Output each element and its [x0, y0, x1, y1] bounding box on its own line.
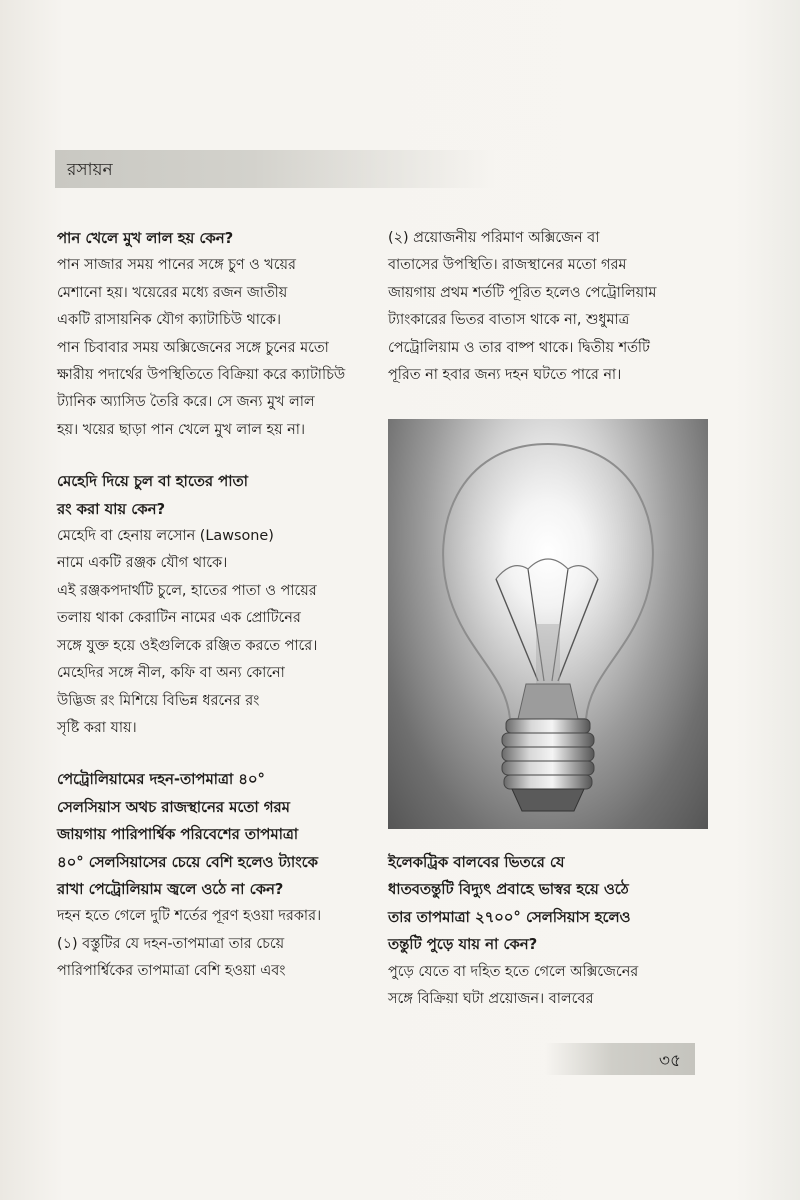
answer-line: তলায় থাকা কেরাটিন নামের এক প্রোটিনের	[57, 610, 301, 627]
answer-line: (২) প্রয়োজনীয় পরিমাণ অক্সিজেন বা	[388, 230, 600, 246]
question-title: পান খেলে মুখ লাল হয় কেন?	[57, 230, 234, 247]
answer-line: সঙ্গে যুক্ত হয়ে ওইগুলিকে রঞ্জিত করতে পারে।	[57, 637, 318, 654]
question-title	[388, 849, 713, 959]
section-title: রসায়ন	[67, 160, 113, 180]
answer-line: বাতাসের উপস্থিতি। রাজস্থানের মতো গরম	[388, 257, 627, 274]
page-footer	[545, 1043, 695, 1075]
answer-line: পান চিবাবার সময় অক্সিজেনের সঙ্গে চুনের মতো	[57, 339, 329, 356]
question-title-line: ধাতবতন্তুটি বিদ্যুৎ প্রবাহে ভাস্বর হয়ে ওঠে	[388, 881, 629, 899]
answer-line: পুড়ে যেতে বা দহিত হতে গেলে অক্সিজেনের	[388, 963, 639, 980]
answer-line: এই রঞ্জকপদার্থটি চুলে, হাতের পাতা ও পায়ের	[57, 582, 317, 599]
answer-line: (১) বস্তুটির যে দহন-তাপমাত্রা তার চেয়ে	[57, 935, 285, 952]
answer-line: নামে একটি রঞ্জক যৌগ থাকে।	[57, 555, 228, 572]
question-title	[57, 766, 382, 903]
answer-line: ট্যানিক অ্যাসিড তৈরি করে। সে জন্য মুখ লাল	[57, 394, 315, 411]
answer-line: মেশানো হয়। খয়েরের মধ্যে রজন জাতীয়	[57, 284, 288, 301]
answer-line: মেহেদি বা হেনায় লসোন (Lawsone)	[57, 528, 274, 545]
section-header	[55, 150, 495, 188]
question-title-line: তন্তুটি পুড়ে যায় না কেন?	[388, 936, 538, 954]
answer-line: জায়গায় প্রথম শর্তটি পূরিত হলেও পেট্রোলিয়াম	[388, 284, 657, 301]
light-bulb-icon	[388, 419, 708, 829]
answer-line: পেট্রোলিয়াম ও তার বাষ্প থাকে। দ্বিতীয় শর্তটি	[388, 339, 650, 356]
answer-line: মেহেদির সঙ্গে নীল, কফি বা অন্য কোনো	[57, 665, 285, 682]
question-title-line: রাখা পেট্রোলিয়াম জ্বলে ওঠে না কেন?	[57, 880, 284, 898]
answer-line: ক্ষারীয় পদার্থের উপস্থিতিতে বিক্রিয়া করে ক্যাটাচিউ	[57, 367, 346, 384]
right-column	[388, 225, 713, 389]
answer-line: হয়। খয়ের ছাড়া পান খেলে মুখ লাল হয় না।	[57, 421, 306, 438]
question-title-line: জায়গায় পারিপার্শ্বিক পরিবেশের তাপমাত্রা	[57, 826, 299, 844]
question-title-line: সেলসিয়াস অথচ রাজস্থানের মতো গরম	[57, 798, 290, 816]
answer-line: উদ্ভিজ রং মিশিয়ে বিভিন্ন ধরনের রং	[57, 692, 260, 709]
light-bulb-photo	[388, 419, 708, 829]
answer-paragraph	[57, 903, 382, 985]
answer-line: পারিপার্শ্বিকের তাপমাত্রা বেশি হওয়া এবং	[57, 963, 286, 980]
answer-line: দহন হতে গেলে দুটি শর্তের পূরণ হওয়া দরকার।	[57, 908, 322, 925]
answer-paragraph	[57, 252, 382, 444]
left-column	[57, 225, 382, 986]
answer-line: পূরিত না হবার জন্য দহন ঘটতে পারে না।	[388, 367, 622, 384]
answer-paragraph	[57, 523, 382, 742]
answer-paragraph	[388, 959, 713, 1014]
question-title	[57, 468, 382, 523]
answer-line: একটি রাসায়নিক যৌগ ক্যাটাচিউ থাকে।	[57, 312, 281, 329]
question-title-line: তার তাপমাত্রা ২৭০০° সেলসিয়াস হলেও	[388, 908, 631, 926]
answer-line: সৃষ্টি করা যায়।	[57, 719, 137, 736]
question-title-line: ইলেকট্রিক বালবের ভিতরে যে	[388, 854, 565, 871]
right-column-lower	[388, 849, 713, 1013]
answer-paragraph	[388, 225, 713, 389]
question-title-line: মেহেদি দিয়ে চুল বা হাতের পাতা	[57, 473, 248, 491]
page-number: ৩৫	[658, 1051, 681, 1071]
answer-line: সঙ্গে বিক্রিয়া ঘটা প্রয়োজন। বালবের	[388, 991, 594, 1008]
answer-line: ট্যাংকারের ভিতর বাতাস থাকে না, শুধুমাত্র	[388, 312, 630, 329]
answer-line: পান সাজার সময় পানের সঙ্গে চুণ ও খয়ের	[57, 257, 296, 274]
question-title-line: ৪০° সেলসিয়াসের চেয়ে বেশি হলেও ট্যাংকে	[57, 853, 318, 871]
question-title-line: পেট্রোলিয়ামের দহন-তাপমাত্রা ৪০°	[57, 771, 265, 789]
question-title-line: রং করা যায় কেন?	[57, 500, 166, 518]
